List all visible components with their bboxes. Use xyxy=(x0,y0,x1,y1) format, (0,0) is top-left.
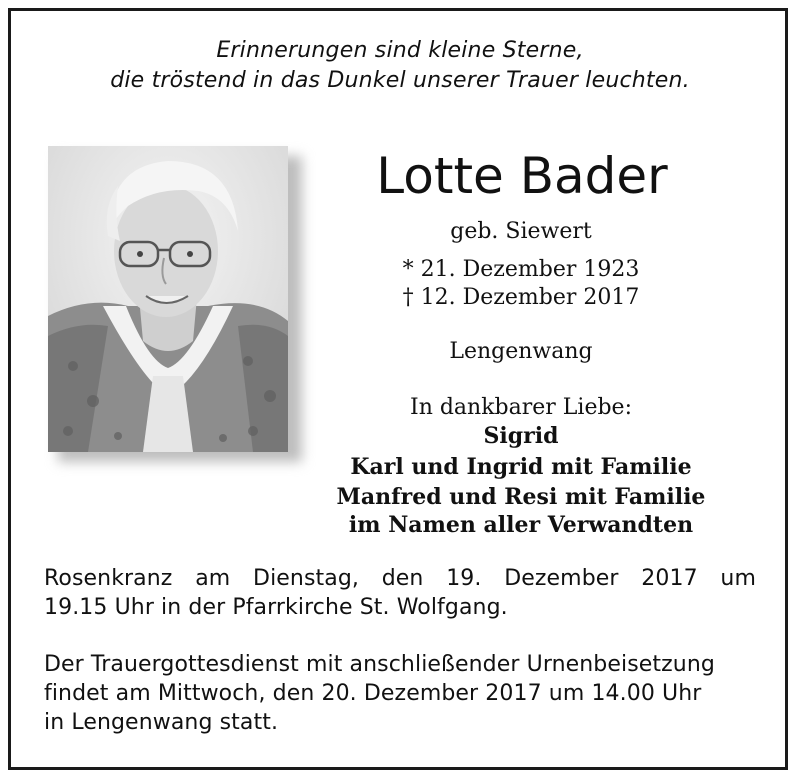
hometown: Lengenwang xyxy=(449,339,593,364)
maiden-name: geb. Siewert xyxy=(450,219,592,244)
service-line-3: in Lengenwang statt. xyxy=(44,710,279,735)
portrait-photo xyxy=(48,146,288,452)
mourners-intro: In dankbarer Liebe: xyxy=(410,395,632,420)
motto-line-1: Erinnerungen sind kleine Sterne, xyxy=(216,38,584,63)
birth-date: * 21. Dezember 1923 xyxy=(402,257,640,282)
mourner-2: Karl und Ingrid mit Familie xyxy=(350,454,692,480)
rosary-line-2: 19.15 Uhr in der Pfarrkirche St. Wolfgang. xyxy=(44,595,508,620)
service-announcement xyxy=(44,650,756,737)
service-line-1: Der Trauergottesdienst mit anschließender Urnenbeisetzung xyxy=(44,652,715,677)
motto xyxy=(0,36,800,96)
rosary-line-1: Rosenkranz am Dienstag, den 19. Dezember 2017 um xyxy=(44,566,756,591)
service-line-2: findet am Mittwoch, den 20. Dezember 2017 um 14.00 Uhr xyxy=(44,681,702,706)
death-date: † 12. Dezember 2017 xyxy=(402,285,640,310)
mourner-4: im Namen aller Verwandten xyxy=(348,512,694,538)
deceased-name: Lotte Bader xyxy=(376,147,668,205)
mourner-3: Manfred und Resi mit Familie xyxy=(336,484,706,510)
motto-line-2: die tröstend in das Dunkel unserer Trauer leuchten. xyxy=(110,68,690,93)
mourner-1: Sigrid xyxy=(483,423,559,449)
rosary-announcement xyxy=(44,564,756,622)
